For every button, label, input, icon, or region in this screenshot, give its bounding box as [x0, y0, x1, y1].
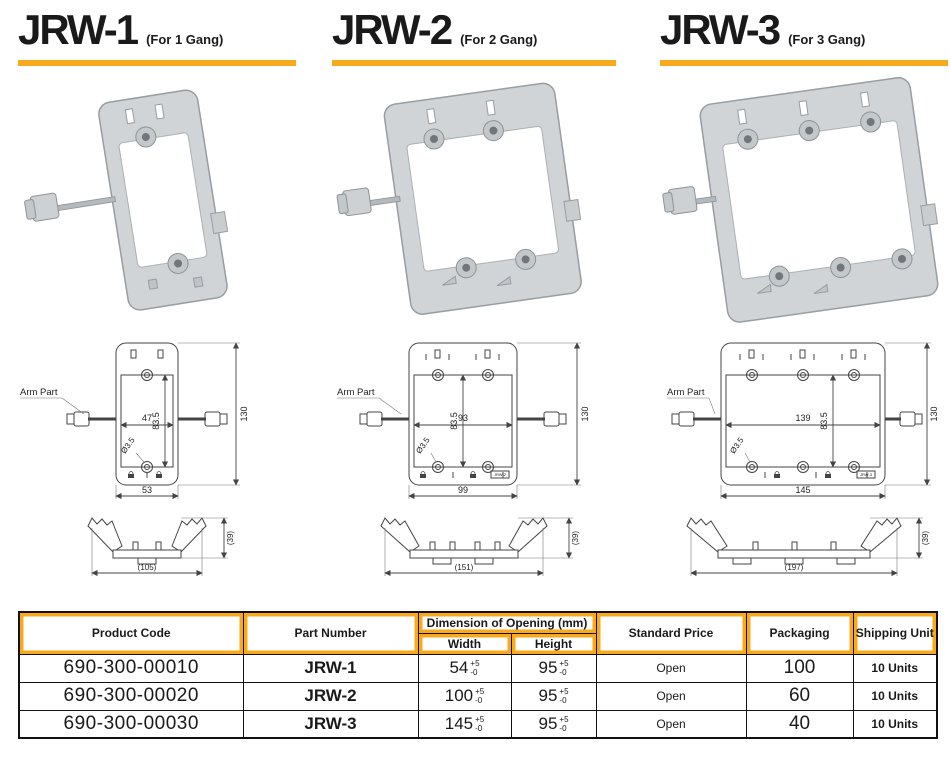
header-product-code: Product Code: [19, 612, 243, 654]
jrw2-profile-drawing: [332, 510, 616, 588]
cell-product-code: 690-300-00010: [19, 654, 243, 682]
dim-overall-height: 130: [929, 406, 939, 422]
right-wing: [861, 518, 901, 552]
dim-overall-width: 53: [141, 485, 153, 495]
cell-packaging: 60: [746, 682, 853, 710]
cell-shipping-unit: 10 Units: [853, 682, 937, 710]
jrw3-product-photo: [660, 74, 948, 329]
arm-stem: [54, 197, 116, 212]
dim-profile-width: (105): [137, 563, 157, 572]
padlock-icon: [774, 474, 831, 478]
dim-inner-height: 83.5: [151, 412, 161, 430]
accent-rule: [332, 60, 616, 66]
product-title: JRW-3: [660, 6, 780, 53]
product-section-jrw1: [18, 8, 296, 588]
top-slot: [125, 109, 134, 124]
dim-inner-width: 93: [457, 413, 469, 423]
jrw1-product-photo: [18, 74, 296, 329]
header-dimension-group: Dimension of Opening (mm): [418, 612, 596, 633]
header-shipping-unit: Shipping Unit: [853, 612, 937, 654]
dim-inner-height: 83.5: [449, 412, 459, 430]
cell-part-number: JRW-2: [243, 682, 418, 710]
table-row: [19, 710, 937, 738]
top-slot: [486, 100, 495, 115]
dim-inner-height: 83.5: [819, 412, 829, 430]
dim-inner-width: 47: [141, 413, 153, 423]
top-slot: [427, 109, 436, 124]
product-subtitle: (For 3 Gang): [788, 32, 866, 47]
top-slot: [738, 109, 747, 124]
cell-height: 95 +5 -0: [511, 682, 596, 710]
cell-product-code: 690-300-00020: [19, 682, 243, 710]
cell-packaging: 40: [746, 710, 853, 738]
product-header: [660, 8, 948, 56]
product-header: [18, 8, 296, 56]
side-clip: [564, 200, 581, 222]
bottom-detail: [194, 277, 203, 287]
arm-tip: [337, 194, 349, 214]
dim-profile-width: (197): [784, 563, 804, 572]
cell-width: 54 +5 -0: [418, 654, 511, 682]
header-standard-price: Standard Price: [596, 612, 746, 654]
table-row: [19, 654, 937, 682]
product-title: JRW-1: [18, 6, 138, 53]
product-section-jrw2: [332, 8, 616, 588]
cell-standard-price: Open: [596, 654, 746, 682]
product-header: [332, 8, 616, 56]
padlock-icon: [420, 474, 476, 478]
jrw1-front-drawing: [18, 335, 296, 510]
top-slot: [155, 104, 164, 119]
jrw2-product-photo: [332, 74, 616, 329]
arm-part-label: Arm Part: [667, 387, 705, 398]
dim-profile-width: (151): [454, 563, 474, 572]
header-part-number: Part Number: [243, 612, 418, 654]
dim-hole-dia: Ø3.5: [414, 435, 432, 456]
cell-standard-price: Open: [596, 710, 746, 738]
side-clip: [211, 212, 228, 234]
base-strip: [410, 550, 518, 558]
right-wing: [509, 518, 547, 552]
side-clip: [921, 204, 938, 226]
dim-overall-width: 99: [457, 485, 469, 495]
base-strip: [718, 550, 870, 558]
cell-part-number: JRW-1: [243, 654, 418, 682]
arm-stem: [366, 196, 400, 206]
dim-profile-depth: (39): [571, 530, 580, 546]
cell-packaging: 100: [746, 654, 853, 682]
cell-standard-price: Open: [596, 682, 746, 710]
top-slot: [861, 92, 870, 107]
cell-shipping-unit: 10 Units: [853, 654, 937, 682]
cell-shipping-unit: 10 Units: [853, 710, 937, 738]
frame-tag-label: JRW-2: [493, 472, 507, 477]
arm-tip: [663, 192, 675, 212]
dim-profile-depth: (39): [226, 530, 235, 546]
base-strip: [113, 550, 181, 558]
cell-product-code: 690-300-00030: [19, 710, 243, 738]
header-height: Height: [511, 633, 596, 654]
header-packaging: Packaging: [746, 612, 853, 654]
dim-hole-dia: Ø3.5: [119, 435, 137, 456]
dim-profile-depth: (39): [921, 530, 930, 546]
dim-overall-height: 130: [239, 406, 249, 422]
arm-part-label: Arm Part: [337, 387, 375, 398]
table-row: [19, 682, 937, 710]
header-width: Width: [418, 633, 511, 654]
jrw3-front-drawing: [660, 335, 948, 510]
jrw1-profile-drawing: [18, 510, 296, 588]
accent-rule: [660, 60, 948, 66]
cell-width: 100 +5 -0: [418, 682, 511, 710]
top-slot: [799, 101, 808, 116]
cell-part-number: JRW-3: [243, 710, 418, 738]
dim-hole-dia: Ø3.5: [728, 435, 746, 456]
dim-overall-width: 145: [795, 485, 811, 495]
spec-table: [18, 611, 936, 739]
product-subtitle: (For 2 Gang): [460, 32, 538, 47]
jrw3-profile-drawing: [660, 510, 948, 588]
cell-height: 95 +5 -0: [511, 654, 596, 682]
product-subtitle: (For 1 Gang): [146, 32, 224, 47]
product-title: JRW-2: [332, 6, 452, 53]
dim-overall-height: 130: [580, 406, 590, 422]
frame-tag-label: JRW-3: [859, 472, 873, 477]
left-wing: [381, 518, 419, 552]
jrw2-front-drawing: [332, 335, 616, 510]
left-wing: [88, 518, 122, 552]
padlock-icon: [128, 474, 162, 478]
right-wing: [172, 518, 206, 552]
accent-rule: [18, 60, 296, 66]
bottom-detail: [148, 279, 157, 289]
cell-width: 145 +5 -0: [418, 710, 511, 738]
left-wing: [687, 518, 727, 552]
dim-inner-width: 139: [795, 413, 811, 423]
arm-part-label: Arm Part: [20, 387, 58, 398]
product-section-jrw3: [660, 8, 948, 588]
cell-height: 95 +5 -0: [511, 710, 596, 738]
